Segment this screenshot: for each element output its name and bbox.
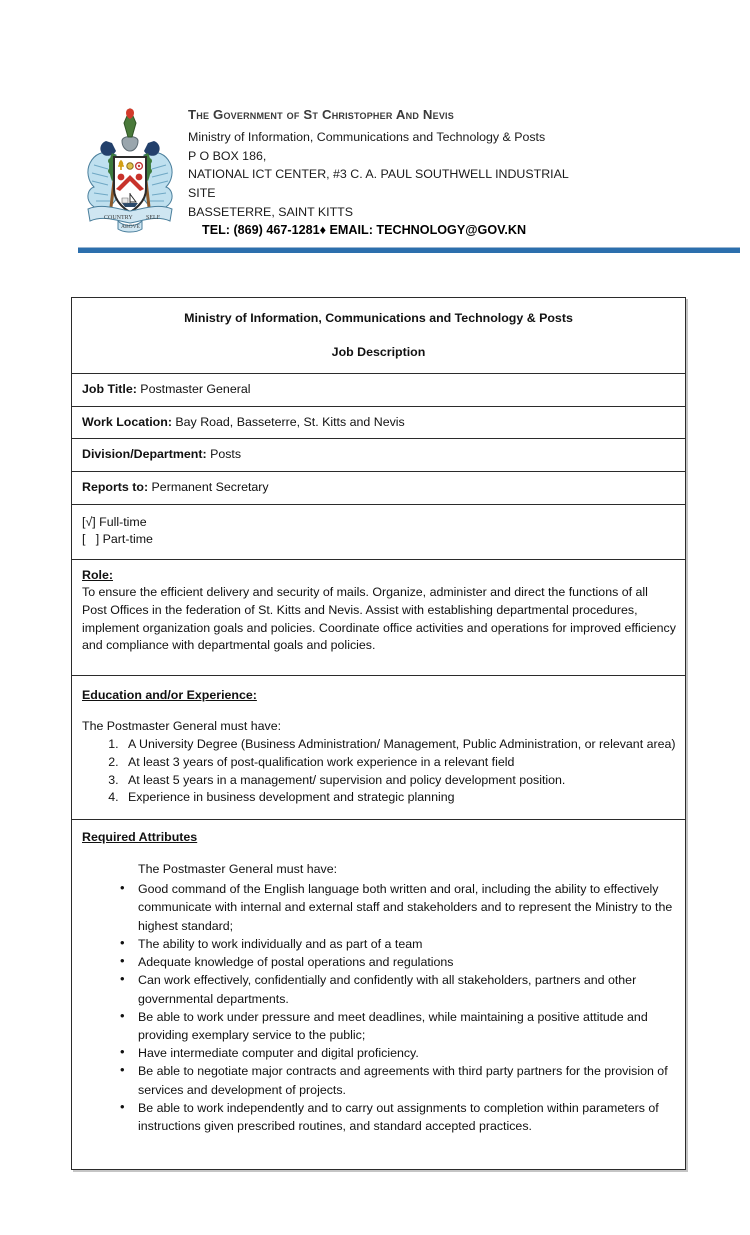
list-item: 4. Experience in business development and strategic planning xyxy=(122,789,676,807)
role-cell xyxy=(72,559,686,675)
table-row-header xyxy=(72,298,686,374)
field-work-location xyxy=(72,406,686,439)
letterhead-line-city: BASSETERRE, SAINT KITTS xyxy=(188,204,354,219)
field-value: Permanent Secretary xyxy=(148,479,269,494)
list-item: • Be able to work independently and to carry out assignments to completion within parameters of instructions given prescribed routines, and standard accepted practices. xyxy=(118,1099,676,1135)
list-item: • The ability to work individually and as part of a team xyxy=(118,935,676,953)
table-row xyxy=(72,820,686,1170)
table-row xyxy=(72,675,686,819)
svg-text:SELF: SELF xyxy=(146,215,161,221)
list-item: 1. A University Degree (Business Administration/ Management, Public Administration, or relevant area) xyxy=(122,736,676,754)
attributes-cell xyxy=(72,820,686,1170)
document-header-cell xyxy=(72,298,686,374)
letterhead-text xyxy=(188,105,569,237)
checkbox-full-time[interactable]: [√] Full-time xyxy=(82,514,147,529)
letterhead-contact: TEL: (869) 467-1281♦ EMAIL: TECHNOLOGY@GOV.KN xyxy=(202,223,527,238)
field-value: Posts xyxy=(206,447,242,462)
field-value: Bay Road, Basseterre, St. Kitts and Nevis xyxy=(171,414,405,429)
letterhead-line-ministry: Ministry of Information, Communications and Technology & Posts xyxy=(188,130,546,145)
svg-text:COUNTRY: COUNTRY xyxy=(104,215,133,221)
field-value: Postmaster General xyxy=(136,382,251,397)
spacer xyxy=(82,847,676,861)
letterhead-line-address2: SITE xyxy=(188,185,216,200)
role-heading: Role: xyxy=(82,567,113,582)
role-text: To ensure the efficient delivery and security of mails. Organize, administer and direct the functions of all Post Offices in the federation of St. Kitts and Nevis. Assist with establishing departmental procedures, implement organization goals and policies. Coordinate office activities and operations for improved efficiency and compliance with departmental goals and policies. xyxy=(82,585,676,653)
letterhead-line-pobox: P O BOX 186, xyxy=(188,148,267,163)
list-item: • Adequate knowledge of postal operations and regulations xyxy=(118,953,676,971)
attributes-heading: Required Attributes xyxy=(82,830,198,845)
attributes-list xyxy=(82,880,676,1135)
ministry-name: Ministry of Information, Communications and Technology & Posts xyxy=(184,311,573,325)
education-list xyxy=(82,736,676,807)
education-heading: Education and/or Experience: xyxy=(82,687,257,702)
coat-of-arms-icon xyxy=(78,105,182,237)
education-intro: The Postmaster General must have: xyxy=(82,719,282,734)
svg-text:ABOVE: ABOVE xyxy=(121,224,140,230)
spacer xyxy=(82,704,676,718)
field-label: Reports to: xyxy=(82,479,149,494)
header-divider-rule xyxy=(78,247,740,253)
attributes-intro: The Postmaster General must have: xyxy=(138,861,338,876)
education-cell xyxy=(72,675,686,819)
list-item: • Good command of the English language both written and oral, including the ability to effectively communicate with internal and external staff and stakeholders and to represent the Ministry to the highest standard; xyxy=(118,880,676,935)
field-job-title xyxy=(72,374,686,407)
employment-type-cell xyxy=(72,504,686,559)
list-item: 2. At least 3 years of post-qualification work experience in a relevant field xyxy=(122,754,676,772)
list-item: • Be able to work under pressure and meet deadlines, while maintaining a positive attitude and providing exemplary service to the public; xyxy=(118,1008,676,1044)
letterhead xyxy=(0,0,750,237)
table-row xyxy=(72,471,686,504)
table-row xyxy=(72,406,686,439)
list-item: • Can work effectively, confidentially and confidently with all stakeholders, partners and other governmental departments. xyxy=(118,971,676,1007)
list-item: 3. At least 5 years in a management/ supervision and policy development position. xyxy=(122,772,676,790)
field-reports-to xyxy=(72,471,686,504)
job-description-table xyxy=(71,297,686,1170)
checkbox-part-time[interactable]: [ ] Part-time xyxy=(82,532,153,547)
document-type: Job Description xyxy=(331,344,426,359)
field-label: Division/Department: xyxy=(82,447,207,462)
letterhead-line-address1: NATIONAL ICT CENTER, #3 C. A. PAUL SOUTHWELL INDUSTRIAL xyxy=(188,167,569,182)
table-row xyxy=(72,504,686,559)
table-row xyxy=(72,439,686,472)
table-row xyxy=(72,374,686,407)
list-item: • Have intermediate computer and digital proficiency. xyxy=(118,1044,676,1062)
list-item: • Be able to negotiate major contracts and agreements with third party partners for the provision of services and development of projects. xyxy=(118,1062,676,1098)
table-row xyxy=(72,559,686,675)
government-title: The Government of St Christopher And Nevis xyxy=(188,107,454,122)
field-division-department xyxy=(72,439,686,472)
field-label: Work Location: xyxy=(82,414,172,429)
field-label: Job Title: xyxy=(82,382,137,397)
